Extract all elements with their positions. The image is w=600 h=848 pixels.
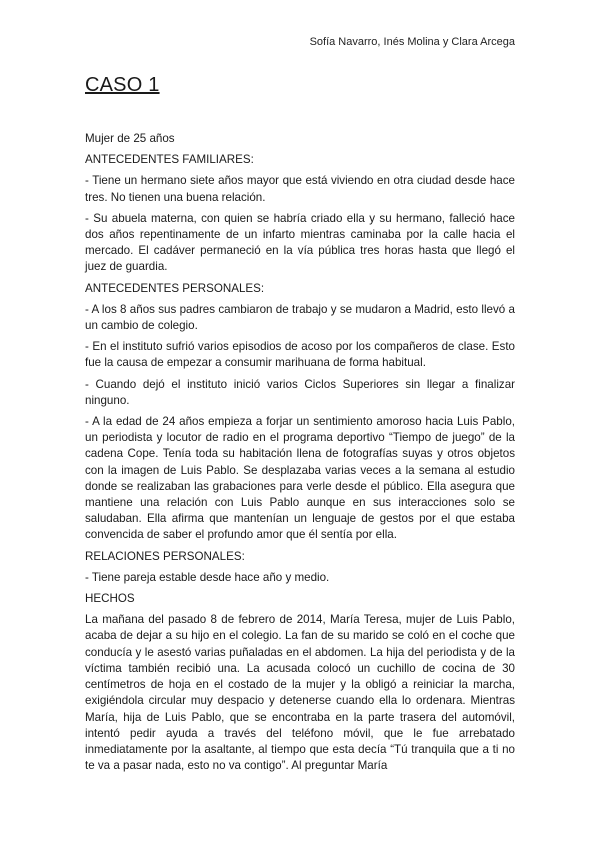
paragraph: - Tiene un hermano siete años mayor que está viviendo en otra ciudad desde hace tres. No tienen una buena relación. (85, 174, 515, 204)
section-heading-personal-history: ANTECEDENTES PERSONALES: (85, 281, 265, 295)
paragraph: - A la edad de 24 años empieza a forjar un sentimiento amoroso hacia Luis Pablo, un periodista y locutor de radio en el programa deportivo “Tiempo de juego” de la cadena Cope. Tenía toda su habitación llena de fotografías suyas y otros objetos con la imagen de Luis Pablo. Se desplazaba varias veces a la semana al estudio donde se realizaban las grabaciones para verle desde el público. Ella asegura que mantiene una relación con Luis Pablo aunque en sus interacciones solo se saludaban. Ella afirma que mantenían un lenguaje de gestos por el que estaba convencida de saber el profundo amor que él sentía por ella. (85, 415, 515, 542)
section-heading-family-history: ANTECEDENTES FAMILIARES: (85, 153, 254, 167)
page-header-authors: Sofía Navarro, Inés Molina y Clara Arcega (309, 36, 515, 48)
document-body (85, 131, 515, 779)
paragraph: - Su abuela materna, con quien se habría criado ella y su hermano, falleció hace dos años repentinamente de un infarto mientras caminaba por la calle hacia el mercado. El cadáver permaneció en la vía pública tres horas hasta que llegó el juez de guardia. (85, 211, 515, 274)
paragraph: La mañana del pasado 8 de febrero de 2014, María Teresa, mujer de Luis Pablo, acaba de dejar a su hijo en el colegio. La fan de su marido se coló en el coche que conducía y le asestó varias puñaladas en el abdomen. La hija del periodista y de la víctima también recibió una. La acusada colocó un cuchillo de cocina de 30 centímetros de hoja en el costado de la mujer y la obligó a reiniciar la marcha, exigiéndola circular muy despacio y detenerse cuando ella lo ordenara. Mientras María, hija de Luis Pablo, que se encontraba en la parte trasera del automóvil, intentó pedir ayuda a través del teléfono móvil, que le fue arrebatado inmediatamente por la asaltante, al tiempo que esta decía “Tú tranquila que a ti no te va a pasar nada, esto no va contigo”. Al preguntar María (85, 613, 515, 773)
section-heading-facts: HECHOS (85, 592, 135, 606)
paragraph: - A los 8 años sus padres cambiaron de trabajo y se mudaron a Madrid, esto llevó a un cambio de colegio. (85, 302, 515, 333)
paragraph: - En el instituto sufrió varios episodios de acoso por los compañeros de clase. Esto fue la causa de empezar a consumir marihuana de forma habitual. (85, 340, 515, 370)
paragraph: - Cuando dejó el instituto inició varios Ciclos Superiores sin llegar a finalizar ninguno. (85, 377, 515, 407)
case-title: CASO 1 (85, 74, 160, 96)
patient-summary: Mujer de 25 años (85, 132, 175, 145)
section-heading-personal-relations: RELACIONES PERSONALES: (85, 549, 245, 563)
paragraph: - Tiene pareja estable desde hace año y medio. (85, 570, 330, 584)
